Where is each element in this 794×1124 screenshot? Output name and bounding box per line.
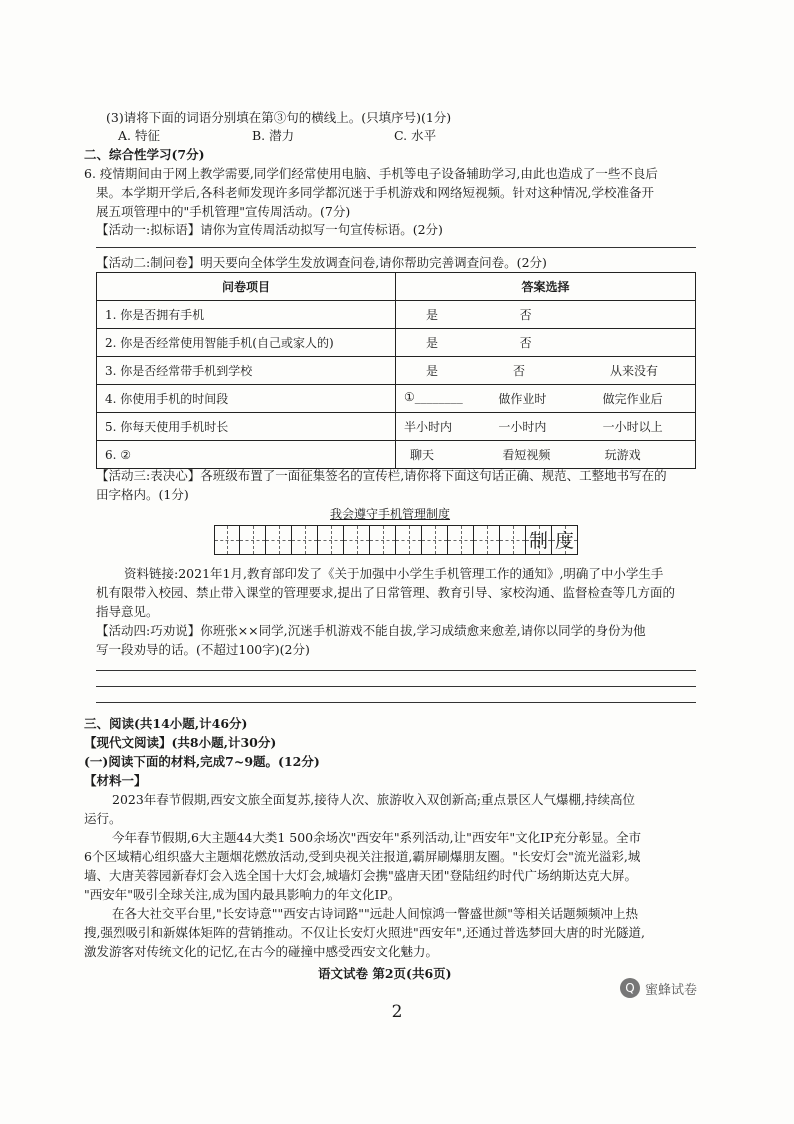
paragraph-line: 墙、大唐芙蓉园新春灯会入选全国十大灯会,城墙灯会携"盛唐天团"登陆纽约时代广场纳斯达克大屏。: [84, 868, 637, 883]
grid-cell[interactable]: [240, 525, 266, 555]
activity4-answer-line[interactable]: [96, 670, 696, 671]
activity1-answer-line[interactable]: [96, 247, 696, 248]
part1-heading: (一)阅读下面的材料,完成7~9题。(12分): [84, 754, 320, 769]
material-link-line-3: 指导意见。: [96, 604, 159, 619]
activity4-line-1: 【活动四:巧劝说】你班张××同学,沉迷手机游戏不能自拔,学习成绩愈来愈差,请你以同学的身份为他: [96, 623, 646, 638]
page-label: 语文试卷 第2页(共6页): [318, 966, 452, 981]
activity1-prompt: 【活动一:拟标语】请你为宣传周活动拟写一句宣传标语。(2分): [96, 222, 443, 237]
q6-line-2: 果。本学期开学后,各科老师发现许多同学都沉迷于手机游戏和网络短视频。针对这种情况,学校准备开: [96, 185, 654, 200]
grid-cell[interactable]: [448, 525, 474, 555]
option: 聊天: [410, 448, 435, 462]
material1-title: 【材料一】: [84, 773, 147, 788]
grid-cell[interactable]: 度: [552, 525, 578, 555]
activity3-line-1: 【活动三:表决心】各班级布置了一面征集签名的宣传栏,请你将下面这句话正确、规范、工整地书写在的: [96, 468, 667, 483]
table-row: [97, 357, 696, 385]
table-row: [97, 385, 696, 413]
table-header-row: [97, 273, 696, 301]
option: [603, 334, 687, 351]
grid-cell[interactable]: [396, 525, 422, 555]
option: 看短视频: [502, 448, 551, 462]
option: 否: [519, 308, 532, 322]
row-options: [396, 357, 696, 385]
option: 半小时内: [404, 420, 453, 434]
activity3-line-2: 田字格内。(1分): [96, 487, 189, 502]
row-options: [396, 329, 696, 357]
option: 一小时内: [498, 420, 547, 434]
table-row: [97, 441, 696, 469]
header-answer: 答案选择: [396, 273, 696, 301]
grid-cell[interactable]: 制: [526, 525, 552, 555]
row-item: 3. 你是否经常带手机到学校: [97, 357, 396, 385]
paragraph-line: 在各大社交平台里,"长安诗意""西安古诗词路""远赴人间惊鸿一瞥盛世颜"等相关话题频频冲上热: [112, 906, 638, 921]
paragraph-line: 运行。: [84, 811, 122, 826]
q6-line-1: 6. 疫情期间由于网上教学需要,同学们经常使用电脑、手机等电子设备辅助学习,由此也造成了一些不良后: [84, 166, 658, 181]
watermark: [620, 978, 697, 998]
paragraph-line: "西安年"吸引全球关注,成为国内最具影响力的年文化IP。: [84, 887, 401, 902]
section3-heading: 三、阅读(共14小题,计46分): [84, 716, 248, 731]
activity4-answer-line[interactable]: [96, 702, 696, 703]
row-options: [396, 385, 696, 413]
option: 做完作业后: [602, 392, 663, 406]
option: 否: [513, 364, 526, 378]
activity4-line-2: 写一段劝导的话。(不超过100字)(2分): [96, 642, 310, 657]
activity2-prompt: 【活动二:制问卷】明天要向全体学生发放调查问卷,请你帮助完善调查问卷。(2分): [96, 255, 547, 270]
table-row: [97, 413, 696, 441]
row-options: [396, 441, 696, 469]
q5-3-option-a: A. 特征: [118, 128, 160, 143]
option: [603, 306, 687, 323]
target-phrase: 我会遵守手机管理制度: [330, 507, 451, 521]
material-link-line-2: 机有限带入校园、禁止带入课堂的管理要求,提出了日常管理、教育引导、家校沟通、监督检查等几方面的: [96, 585, 675, 600]
section3-subheading: 【现代文阅读】(共8小题,计30分): [84, 735, 277, 750]
option: 是: [426, 336, 439, 350]
paragraph-line: 今年春节假期,6大主题44大类1 500余场次"西安年"系列活动,让"西安年"文化IP充分彰显。全市: [112, 830, 641, 845]
q6-line-3: 展五项管理中的"手机管理"宣传周活动。(7分): [96, 204, 351, 219]
grid-cell[interactable]: [266, 525, 292, 555]
option: 是: [426, 308, 439, 322]
table-row: [97, 301, 696, 329]
row-item[interactable]: 6. ②: [97, 441, 396, 469]
calligraphy-grid[interactable]: [214, 525, 578, 555]
grid-cell[interactable]: [344, 525, 370, 555]
paragraph-line: 搜,强烈吸引和新媒体矩阵的营销推动。不仅让长安灯火照进"西安年",还通过普选梦回大唐的时光隧道,: [84, 925, 645, 940]
row-item: 4. 你使用手机的时间段: [97, 385, 396, 413]
option: 从来没有: [610, 364, 659, 378]
table-row: [97, 329, 696, 357]
q5-3-option-c: C. 水平: [394, 128, 437, 143]
grid-cell[interactable]: [318, 525, 344, 555]
option: 一小时以上: [602, 420, 663, 434]
watermark-text: 蜜蜂试卷: [645, 982, 698, 998]
row-item: 5. 你每天使用手机时长: [97, 413, 396, 441]
option: 玩游戏: [604, 448, 641, 462]
grid-cell[interactable]: [370, 525, 396, 555]
material-link-line-1: 资料链接:2021年1月,教育部印发了《关于加强中小学生手机管理工作的通知》,明确了中小学生手: [124, 566, 664, 581]
watermark-logo-icon: Q: [620, 978, 640, 998]
page-number: 2: [391, 1002, 403, 1022]
row-item: 2. 你是否经常使用智能手机(自己或家人的): [97, 329, 396, 357]
grid-cell[interactable]: [292, 525, 318, 555]
option: 做作业时: [498, 392, 547, 406]
grid-cell[interactable]: [474, 525, 500, 555]
option[interactable]: ①________: [404, 390, 463, 404]
paragraph-line: 6个区域精心组织盛大主题烟花燃放活动,受到央视关注报道,霸屏刷爆朋友圈。"长安灯会"流光溢彩,城: [84, 849, 641, 864]
q5-3-option-b: B. 潜力: [252, 128, 295, 143]
header-item: 问卷项目: [97, 273, 396, 301]
option: 否: [519, 336, 532, 350]
grid-cell[interactable]: [214, 525, 240, 555]
section2-heading: 二、综合性学习(7分): [84, 147, 205, 162]
row-options: [396, 413, 696, 441]
survey-table: [96, 272, 696, 469]
row-options: [396, 301, 696, 329]
activity4-answer-line[interactable]: [96, 686, 696, 687]
grid-cell[interactable]: [500, 525, 526, 555]
q5-3-prompt: (3)请将下面的词语分别填在第③句的横线上。(只填序号)(1分): [106, 110, 452, 125]
paragraph-line: 2023年春节假期,西安文旅全面复苏,接待人次、旅游收入双创新高;重点景区人气爆棚,持续高位: [112, 792, 635, 807]
option: 是: [426, 364, 439, 378]
paragraph-line: 激发游客对传统文化的记忆,在古今的碰撞中感受西安文化魅力。: [84, 944, 438, 959]
grid-cell[interactable]: [422, 525, 448, 555]
row-item: 1. 你是否拥有手机: [97, 301, 396, 329]
